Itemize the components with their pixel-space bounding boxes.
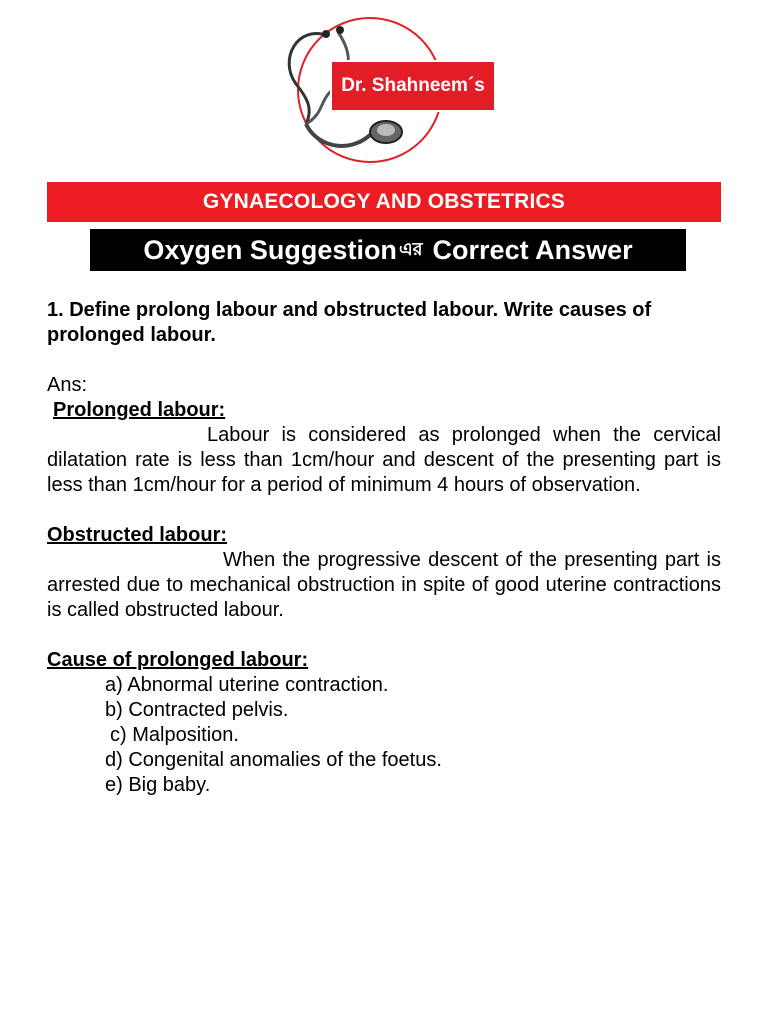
title-bengali: এর	[398, 238, 423, 259]
causes-list	[47, 673, 721, 798]
list-item: c) Malposition.	[110, 724, 239, 746]
subject-banner: GYNAECOLOGY AND OBSTETRICS	[47, 182, 721, 222]
list-item: e) Big baby.	[105, 774, 211, 796]
obstructed-text: When the progressive descent of the presenting part is arrested due to mechanical obstruction in spite of good uterine contractions is called obstructed labour.	[47, 549, 721, 621]
title-banner	[90, 229, 686, 271]
causes-heading: Cause of prolonged labour:	[47, 649, 309, 671]
prolonged-paragraph	[47, 423, 721, 498]
obstructed-heading: Obstructed labour:	[47, 524, 228, 546]
brand-logo	[258, 14, 508, 166]
question-text: 1. Define prolong labour and obstructed labour. Write causes of prolonged labour.	[47, 299, 652, 346]
title-part1: Oxygen Suggestion	[143, 234, 397, 265]
obstructed-paragraph	[47, 548, 721, 623]
title-part2: Correct Answer	[432, 234, 633, 265]
list-item: a) Abnormal uterine contraction.	[105, 674, 389, 696]
list-item: d) Congenital anomalies of the foetus.	[105, 749, 442, 771]
prolonged-heading: Prolonged labour:	[53, 399, 226, 421]
list-item: b) Contracted pelvis.	[105, 699, 289, 721]
prolonged-text: Labour is considered as prolonged when the cervical dilatation rate is less than 1cm/hour and descent of the presenting part is less than 1cm/hour for a period of minimum 4 hours of observation.	[47, 424, 721, 496]
answer-label: Ans:	[47, 374, 88, 396]
document-body	[47, 298, 721, 798]
logo-text: Dr. Shahneem´s	[330, 60, 496, 112]
